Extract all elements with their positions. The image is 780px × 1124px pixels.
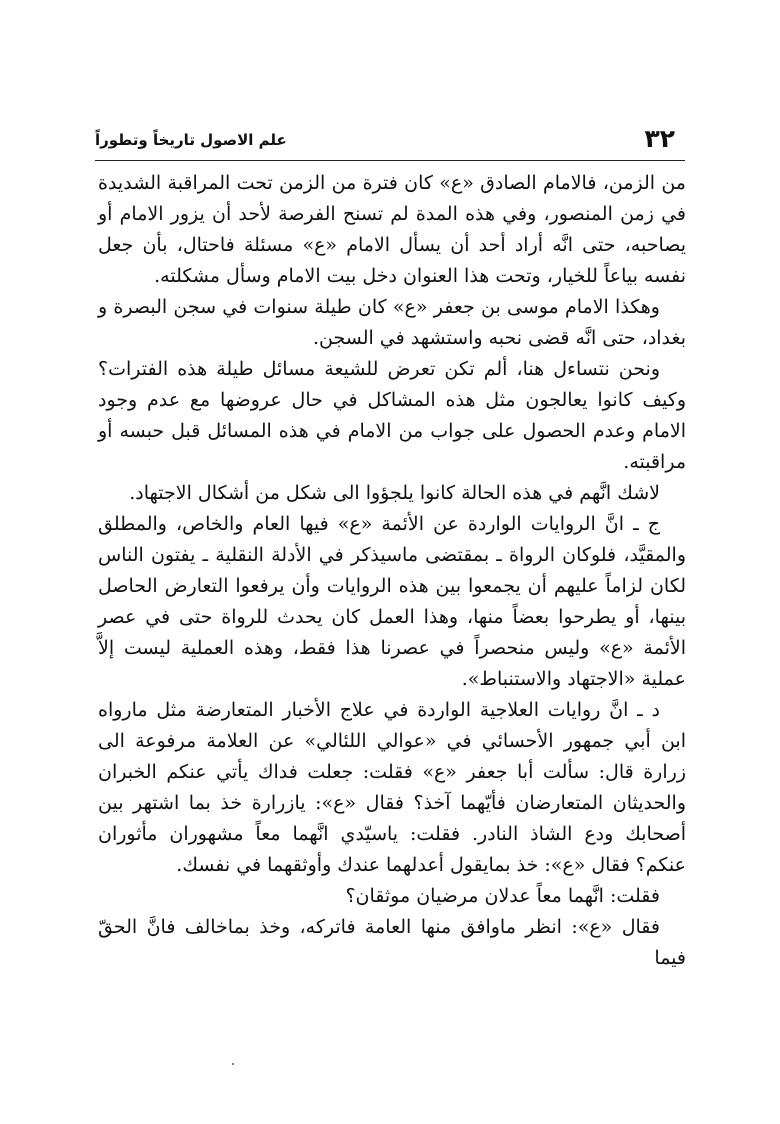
paragraph: ج ـ انَّ الروايات الواردة عن الأئمة «ع» فيها العام والخاص، والمطلق والمقيَّد، فلوكان الرواة ـ بمقتضى ماسيذكر في الأدلة النقلية ـ يفتون الناس لكان لزاماً عليهم أن يجمعوا بين هذه الروايات وأن يرفعوا التعارض الحاصل بينها، أو يطرحوا بعضاً منها، وهذا العمل كان يحدث للرواة حتى في عصر الأئمة «ع» وليس منحصراً في عصرنا هذا فقط، وهذه العملية ليست إلاَّ عملية «الاجتهاد والاستنباط». — [98, 513, 686, 690]
paragraph: لاشك انَّهم في هذه الحالة كانوا يلجؤوا الى شكل من أشكال الاجتهاد. — [129, 482, 660, 504]
header-divider — [95, 160, 685, 161]
paragraph: ونحن نتساءل هنا، ألم تكن تعرض للشيعة مسائل طيلة هذه الفترات؟ وكيف كانوا يعالجون مثل هذه المشاكل في حال عروضها مع عدم وجود الامام وعدم الحصول على جواب من الامام في هذه المسائل قبل حبسه أو مراقبته. — [98, 358, 686, 473]
paragraph: فقال «ع»: انظر ماوافق منها العامة فاتركه، وخذ بماخالف فانَّ الحقّ فيما — [98, 916, 686, 969]
page-header — [95, 124, 685, 158]
running-title: علم الاصول تاريخاً وتطوراً — [95, 131, 287, 149]
paragraph: وهكذا الامام موسى بن جعفر «ع» كان طيلة سنوات في سجن البصرة و بغداد، حتى انَّه قضى نحبه واستشهد في السجن. — [98, 296, 686, 349]
page-number: ٣٢ — [644, 124, 675, 153]
paragraph: د ـ انَّ روايات العلاجية الواردة في علاج الأخبار المتعارضة مثل مارواه ابن أبي جمهور الأحسائي في «عوالي اللئالي» عن العلامة مرفوعة الى زرارة قال: سألت أبا جعفر «ع» فقلت: جعلت فداك يأتي عنكم الخبران والحديثان المتعارضان فأيّهما آخذ؟ فقال «ع»: يازرارة خذ بما اشتهر بين أصحابك ودع الشاذ النادر. فقلت: ياسيّدي انَّهما معاً مشهوران مأثوران عنكم؟ فقال «ع»: خذ بمايقول أعدلهما عندك وأوثقهما في نفسك. — [98, 699, 686, 876]
scan-speck — [232, 1063, 234, 1065]
paragraph: فقلت: انَّهما معاً عدلان مرضيان موثقان؟ — [345, 885, 660, 907]
page-body — [98, 168, 686, 974]
paragraph: من الزمن، فالامام الصادق «ع» كان فترة من الزمن تحت المراقبة الشديدة في زمن المنصور، وفي هذه المدة لم تسنح الفرصة لأحد أن يزور الامام أو يصاحبه، حتى انَّه أراد أحد أن يسأل الامام «ع» مسئلة فاحتال، بأن جعل نفسه بياعاً للخيار، وتحت هذا العنوان دخل بيت الامام وسأل مشكلته. — [98, 172, 686, 287]
